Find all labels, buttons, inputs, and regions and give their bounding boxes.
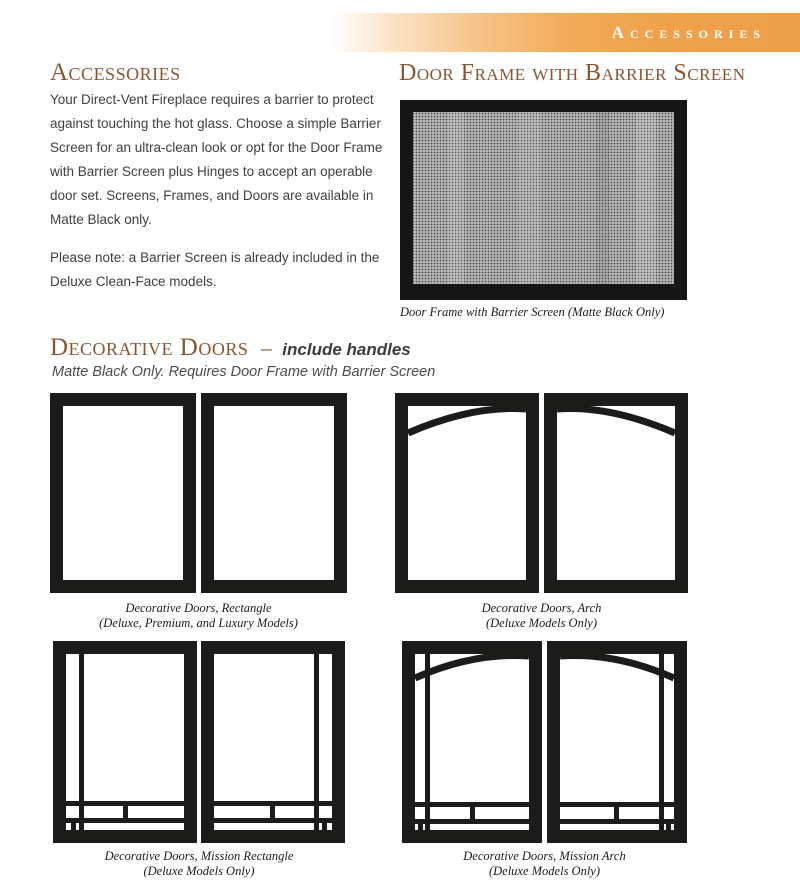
barrier-screen-image <box>400 100 687 300</box>
page-banner <box>330 13 800 52</box>
accessories-heading: Accessories <box>50 59 181 86</box>
heading-dash: – <box>260 335 272 360</box>
decorative-doors-mission-rectangle-figure <box>53 641 345 843</box>
arch-doors-caption <box>395 601 688 631</box>
banner-title: Accessories <box>611 22 766 42</box>
decorative-doors-rectangle-figure <box>50 393 347 593</box>
decorative-doors-arch-figure <box>395 393 688 593</box>
caption-line-2: (Deluxe Models Only) <box>488 864 601 878</box>
caption-line-2: (Deluxe Models Only) <box>485 616 598 630</box>
intro-paragraph-1: Your Direct-Vent Fireplace requires a barrier to protect against touching the hot glass. Choose a simple Barrier Screen for an ultra-clean look or opt for the Door Frame with Barrier Screen plus Hinges to accept an operable door set. Screens, Frames, and Doors are available in Matte Black only. <box>50 92 383 227</box>
rectangle-doors-image <box>50 393 347 593</box>
caption-line-1: Decorative Doors, Mission Arch <box>463 849 626 863</box>
decorative-doors-heading-suffix: include handles <box>282 340 411 359</box>
caption-line-2: (Deluxe Models Only) <box>143 864 255 878</box>
mission-arch-doors-image <box>402 641 687 843</box>
door-frame-heading: Door Frame with Barrier Screen <box>399 60 746 86</box>
decorative-doors-mission-arch-figure <box>402 641 687 843</box>
barrier-screen-caption: Door Frame with Barrier Screen (Matte Black Only) <box>400 305 665 319</box>
mission-rectangle-doors-caption <box>53 849 345 879</box>
arch-doors-image <box>395 393 688 593</box>
barrier-screen-figure <box>400 100 687 300</box>
caption-line-1: Decorative Doors, Arch <box>481 601 602 615</box>
caption-line-1: Decorative Doors, Mission Rectangle <box>104 849 294 863</box>
caption-line-1: Decorative Doors, Rectangle <box>125 601 272 615</box>
caption-line-2: (Deluxe, Premium, and Luxury Models) <box>99 616 298 630</box>
mission-rectangle-doors-image <box>53 641 345 843</box>
intro-paragraph-2: Please note: a Barrier Screen is already included in the Deluxe Clean-Face models. <box>50 250 380 289</box>
decorative-doors-heading-main: Decorative Doors <box>50 334 249 361</box>
decorative-doors-subtitle: Matte Black Only. Requires Door Frame with Barrier Screen <box>52 364 436 380</box>
mission-arch-doors-caption <box>402 849 687 879</box>
decorative-doors-heading <box>50 334 411 362</box>
intro-text <box>50 88 402 294</box>
rectangle-doors-caption <box>50 601 347 631</box>
